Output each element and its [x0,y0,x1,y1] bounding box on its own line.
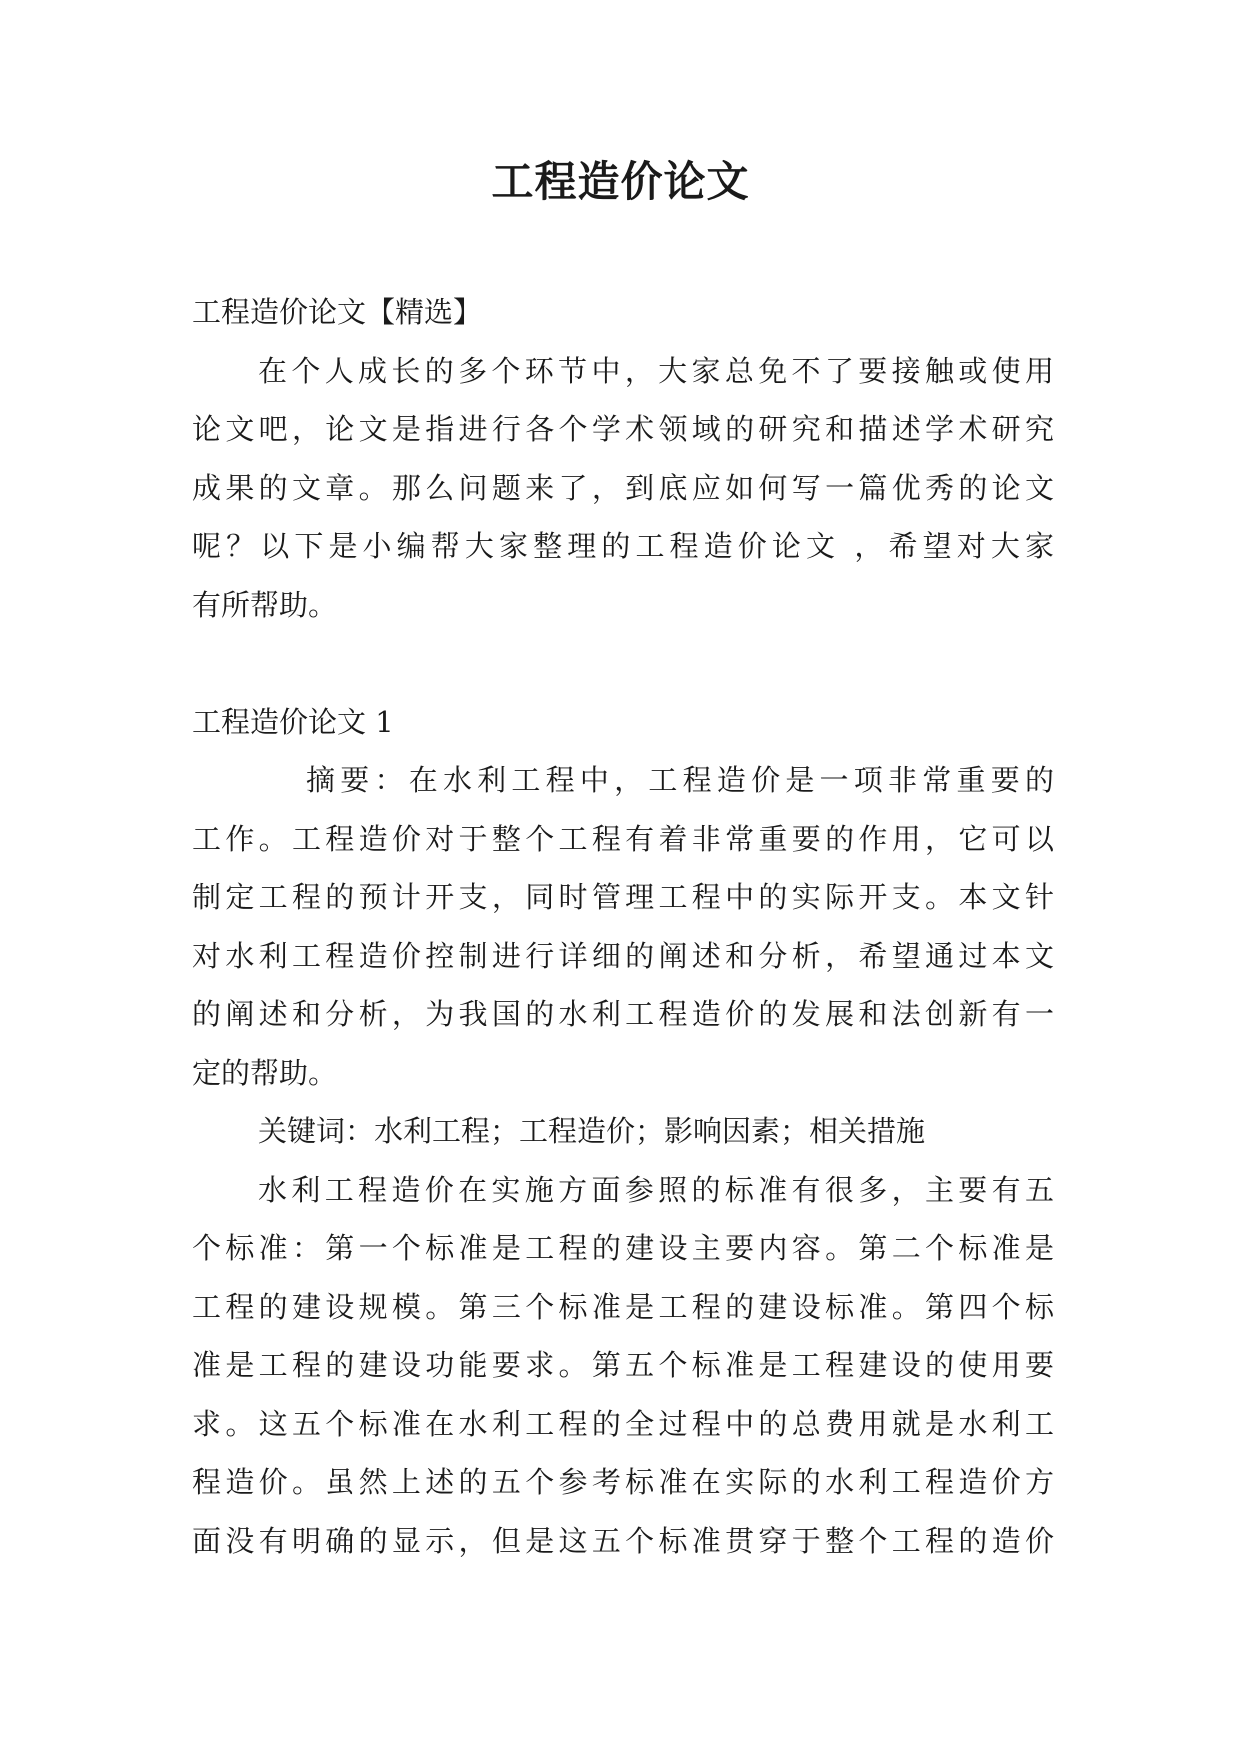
abstract-line: 定的帮助。 [192,1055,338,1090]
abstract-line: 对水利工程造价控制进行详细的阐述和分析，希望通过本文 [192,938,1054,973]
paragraph-line: 工程的建设规模。第三个标准是工程的建设标准。第四个标 [192,1289,1054,1324]
paragraph-line: 论文吧，论文是指进行各个学术领域的研究和描述学术研究 [192,412,1054,446]
paragraph-line: 有所帮助。 [192,587,338,622]
paragraph-line: 面没有明确的显示，但是这五个标准贯穿于整个工程的造价 [192,1523,1054,1558]
paragraph-line: 呢？以下是小编帮大家整理的工程造价论文 ，希望对大家 [192,529,1054,563]
abstract-line: 摘要：在水利工程中，工程造价是一项非常重要的 [306,763,1054,797]
paragraph-line: 程造价。虽然上述的五个参考标准在实际的水利工程造价方 [192,1465,1054,1499]
paragraph-line: 成果的文章。那么问题来了，到底应如何写一篇优秀的论文 [192,470,1054,505]
paragraph-line: 求。这五个标准在水利工程的全过程中的总费用就是水利工 [192,1406,1054,1441]
blank-line [192,634,1054,693]
document-body [192,283,1054,1570]
keywords-line: 关键词：水利工程；工程造价；影响因素；相关措施 [258,1114,926,1148]
paragraph-line: 准是工程的建设功能要求。第五个标准是工程建设的使用要 [192,1348,1054,1382]
section-heading: 工程造价论文【精选】 [192,295,483,329]
abstract-line: 制定工程的预计开支，同时管理工程中的实际开支。本文针 [192,880,1054,914]
section-heading: 工程造价论文 1 [192,704,394,739]
abstract-line: 工作。工程造价对于整个工程有着非常重要的作用，它可以 [192,821,1054,856]
document-title: 工程造价论文 [491,157,750,206]
paragraph-line: 水利工程造价在实施方面参照的标准有很多，主要有五 [258,1172,1054,1207]
paragraph-line: 个标准：第一个标准是工程的建设主要内容。第二个标准是 [192,1231,1054,1265]
paragraph-line: 在个人成长的多个环节中，大家总免不了要接触或使用 [258,353,1054,388]
abstract-line: 的阐述和分析，为我国的水利工程造价的发展和法创新有一 [192,997,1054,1031]
